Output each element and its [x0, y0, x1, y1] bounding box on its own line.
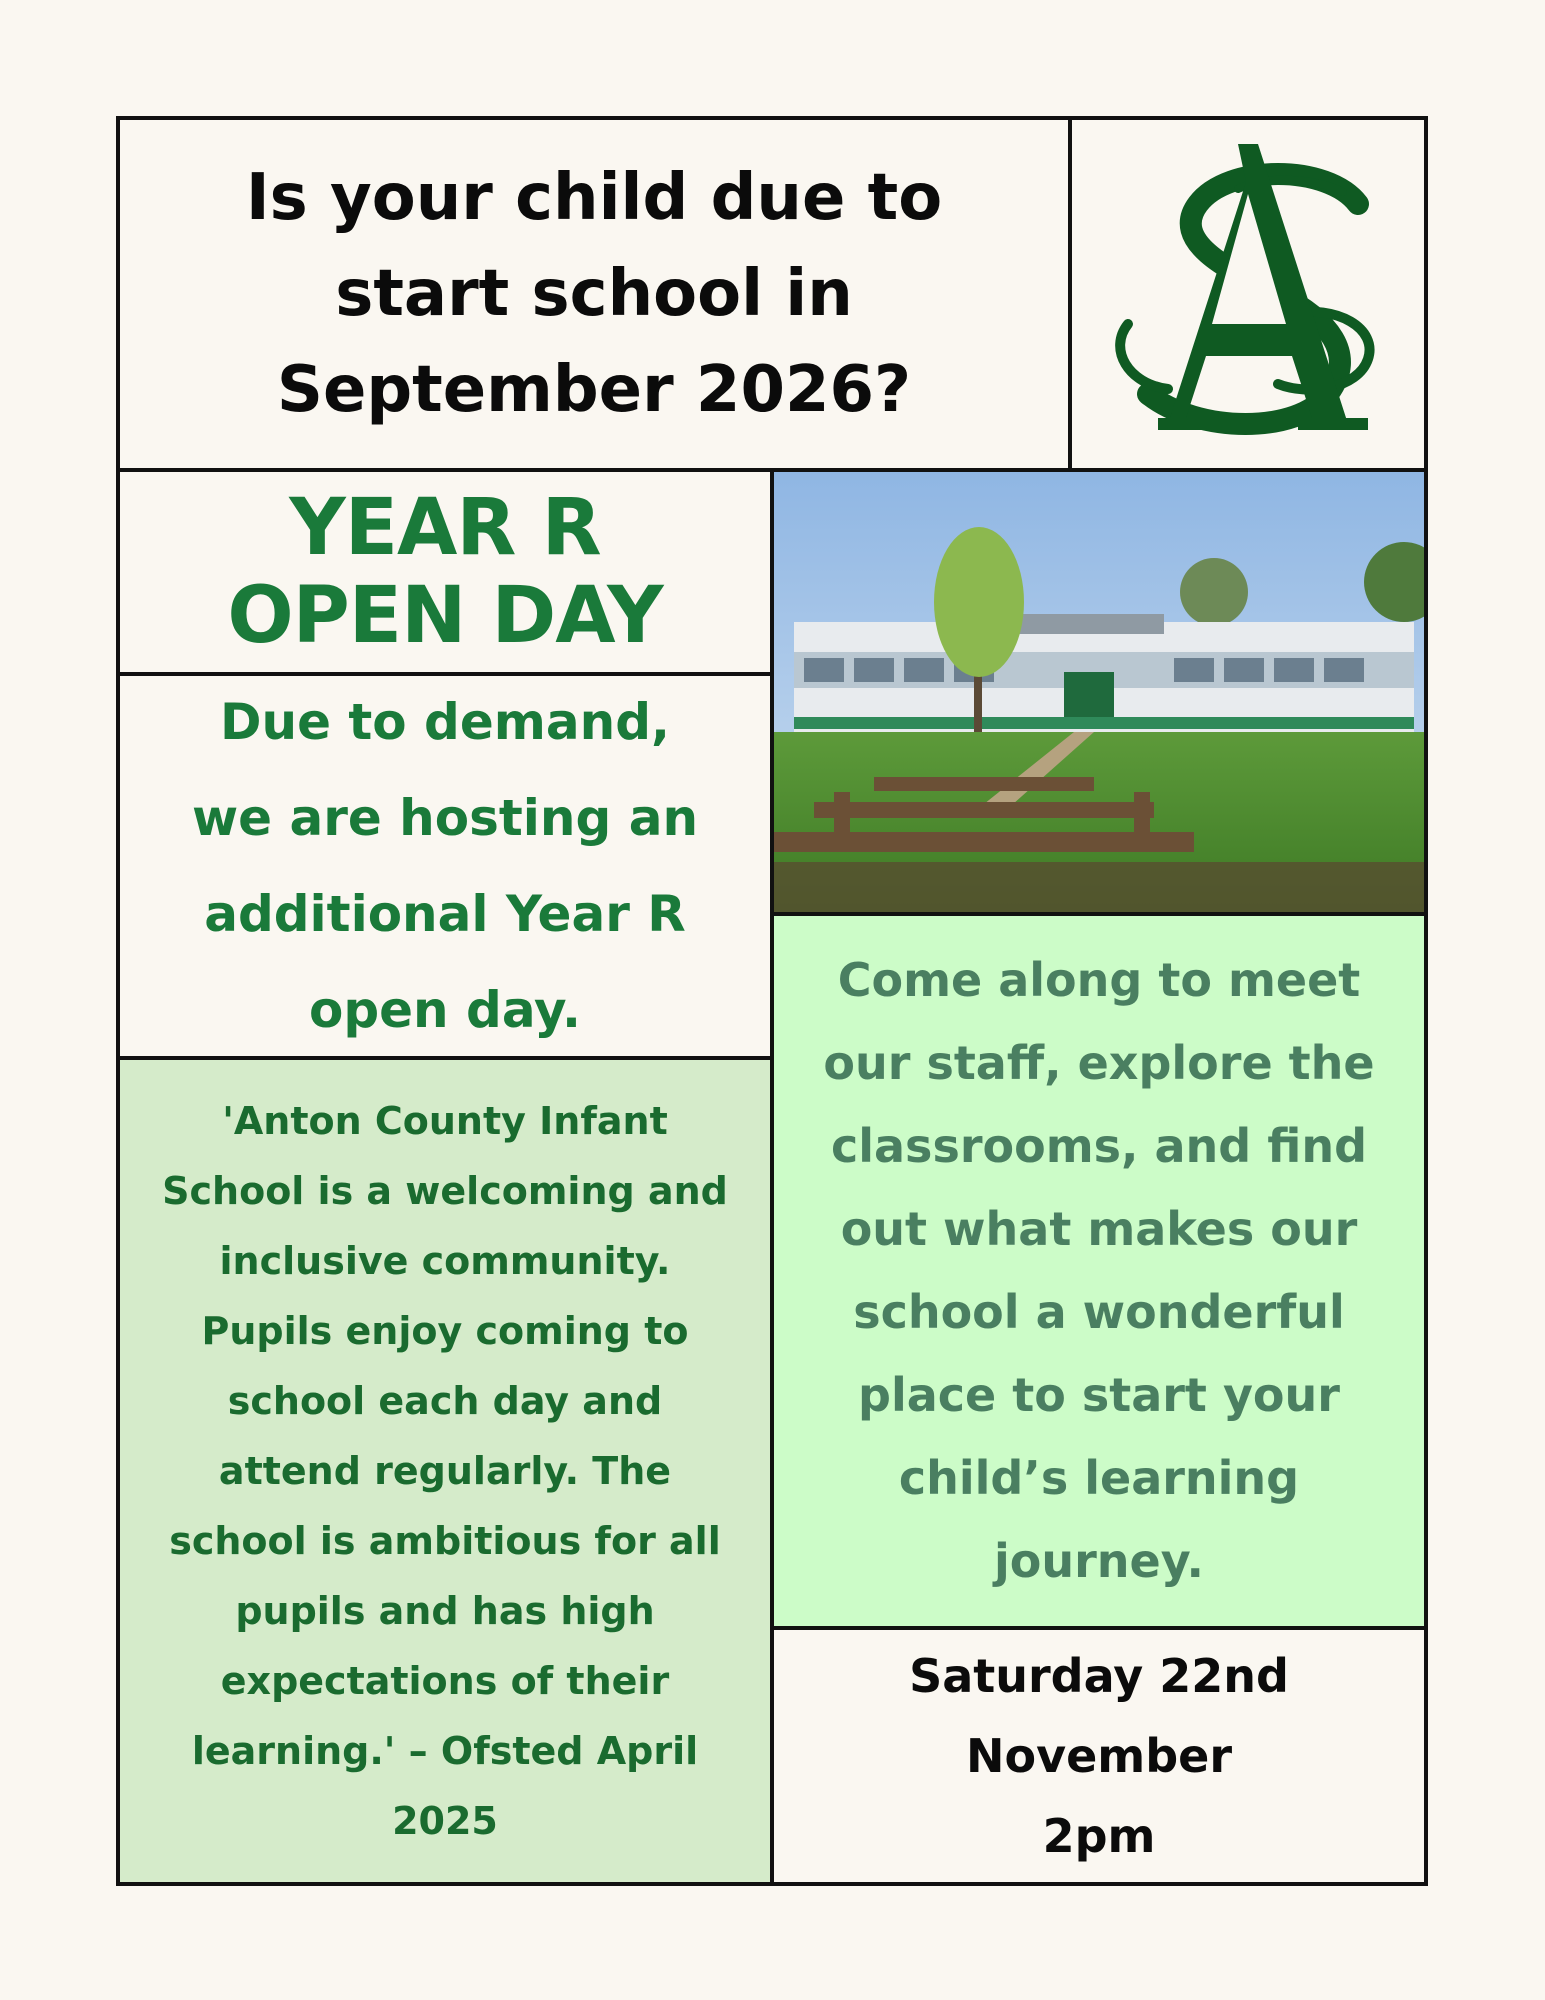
quote-line: inclusive community.: [219, 1239, 671, 1283]
invite-line: place to start your: [858, 1368, 1340, 1422]
open-day-title: [120, 472, 770, 672]
announcement-line-1: Due to demand,: [219, 693, 670, 751]
school-logo: [1072, 120, 1424, 468]
invite-line: journey.: [994, 1534, 1204, 1588]
quote-line: expectations of their: [220, 1659, 670, 1703]
invite-line: our staff, explore the: [823, 1036, 1375, 1090]
school-building-photo-icon: [774, 472, 1424, 912]
title-line-2: OPEN DAY: [227, 571, 663, 661]
quote-line: School is a welcoming and: [162, 1169, 728, 1213]
school-monogram-sa-logo-icon: [1088, 134, 1408, 454]
quote-line: school each day and: [227, 1379, 663, 1423]
invite-line: child’s learning: [898, 1451, 1300, 1505]
quote-line: attend regularly. The: [218, 1449, 672, 1493]
invite-line: Come along to meet: [837, 953, 1361, 1007]
headline-line-1: Is your child due to: [245, 161, 943, 235]
event-date: Saturday 22nd November: [909, 1649, 1289, 1783]
invite-line: out what makes our: [840, 1202, 1358, 1256]
event-date-time: [774, 1630, 1424, 1882]
invite-line: school a wonderful: [853, 1285, 1345, 1339]
announcement: [120, 676, 770, 1056]
quote-line: pupils and has high: [235, 1589, 655, 1633]
event-time: 2pm: [1042, 1809, 1156, 1863]
quote-line: school is ambitious for all: [169, 1519, 721, 1563]
headline-line-2: start school in: [335, 257, 853, 331]
quote-line: learning.' – Ofsted April: [191, 1729, 699, 1773]
quote-line: 'Anton County Infant: [222, 1099, 668, 1143]
announcement-line-3: additional Year R: [204, 885, 686, 943]
announcement-line-2: we are hosting an: [191, 789, 699, 847]
quote-line: Pupils enjoy coming to: [201, 1309, 689, 1353]
invite-line: classrooms, and find: [830, 1119, 1368, 1173]
frame-right-border: [1424, 116, 1428, 1886]
poster-frame: [116, 116, 1428, 1886]
headline-line-3: September 2026?: [276, 353, 912, 427]
headline: [120, 120, 1068, 468]
announcement-line-4: open day.: [308, 981, 582, 1039]
ofsted-quote: [120, 1060, 770, 1882]
invitation: [774, 916, 1424, 1626]
title-line-1: YEAR R: [289, 483, 601, 573]
school-building-photo: [774, 472, 1424, 912]
quote-line: 2025: [392, 1799, 498, 1843]
